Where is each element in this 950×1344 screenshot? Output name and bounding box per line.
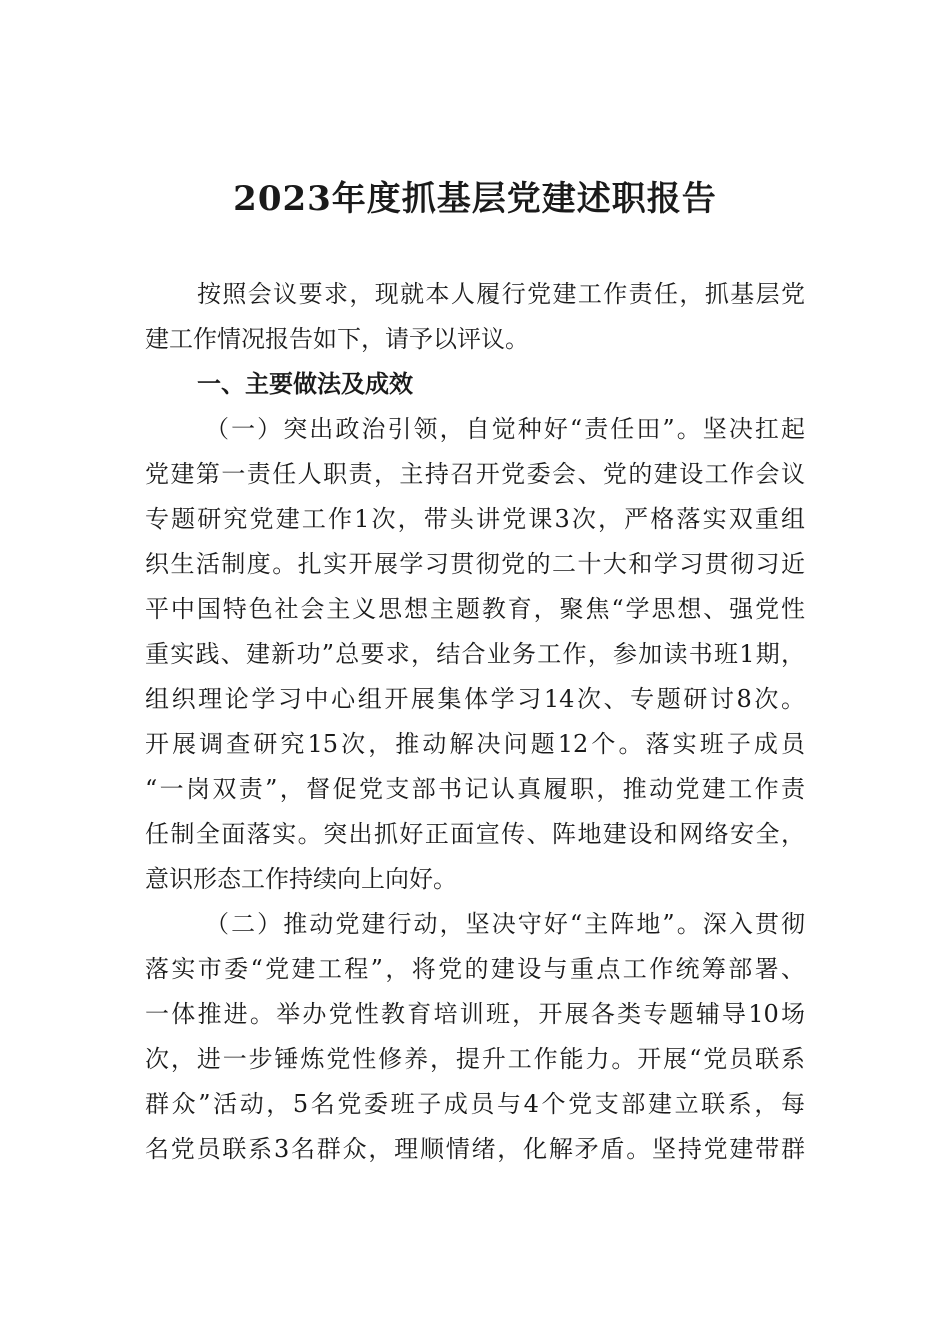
paragraph1-line: “一岗双责”，督促党支部书记认真履职，推动党建工作责: [145, 775, 805, 803]
paragraph2-line: 一体推进。举办党性教育培训班，开展各类专题辅导10场: [145, 1000, 805, 1028]
paragraph2-line: 落实市委“党建工程”，将党的建设与重点工作统筹部署、: [145, 955, 805, 983]
paragraph1-line: 专题研究党建工作1次，带头讲党课3次，严格落实双重组: [145, 505, 805, 533]
paragraph2-line: （二）推动党建行动，坚决守好“主阵地”。深入贯彻: [205, 910, 805, 938]
document-body: [145, 272, 805, 1172]
section-heading: 一、主要做法及成效: [197, 370, 413, 398]
document-title: 2023年度抓基层党建述职报告: [233, 179, 717, 219]
paragraph1-line: （一）突出政治引领，自觉种好“责任田”。坚决扛起: [205, 415, 805, 443]
intro-line: 按照会议要求，现就本人履行党建工作责任，抓基层党: [197, 280, 805, 308]
paragraph1-line: 平中国特色社会主义思想主题教育，聚焦“学思想、强党性: [145, 595, 805, 623]
paragraph1-line: 意识形态工作持续向上向好。: [145, 865, 457, 893]
paragraph1-line: 党建第一责任人职责，主持召开党委会、党的建设工作会议: [145, 460, 805, 488]
paragraph1-line: 任制全面落实。突出抓好正面宣传、阵地建设和网络安全，: [145, 820, 805, 848]
paragraph2-line: 名党员联系3名群众，理顺情绪，化解矛盾。坚持党建带群: [145, 1135, 805, 1163]
paragraph1-line: 重实践、建新功”总要求，结合业务工作，参加读书班1期，: [145, 640, 805, 668]
paragraph1-line: 组织理论学习中心组开展集体学习14次、专题研讨8次。: [145, 685, 805, 713]
intro-line: 建工作情况报告如下，请予以评议。: [145, 325, 529, 353]
paragraph2-line: 次，进一步锤炼党性修养，提升工作能力。开展“党员联系: [145, 1045, 805, 1073]
paragraph1-line: 开展调查研究15次，推动解决问题12个。落实班子成员: [145, 730, 805, 758]
paragraph2-line: 群众”活动，5名党委班子成员与4个党支部建立联系，每: [145, 1090, 805, 1118]
paragraph1-line: 织生活制度。扎实开展学习贯彻党的二十大和学习贯彻习近: [145, 550, 805, 578]
